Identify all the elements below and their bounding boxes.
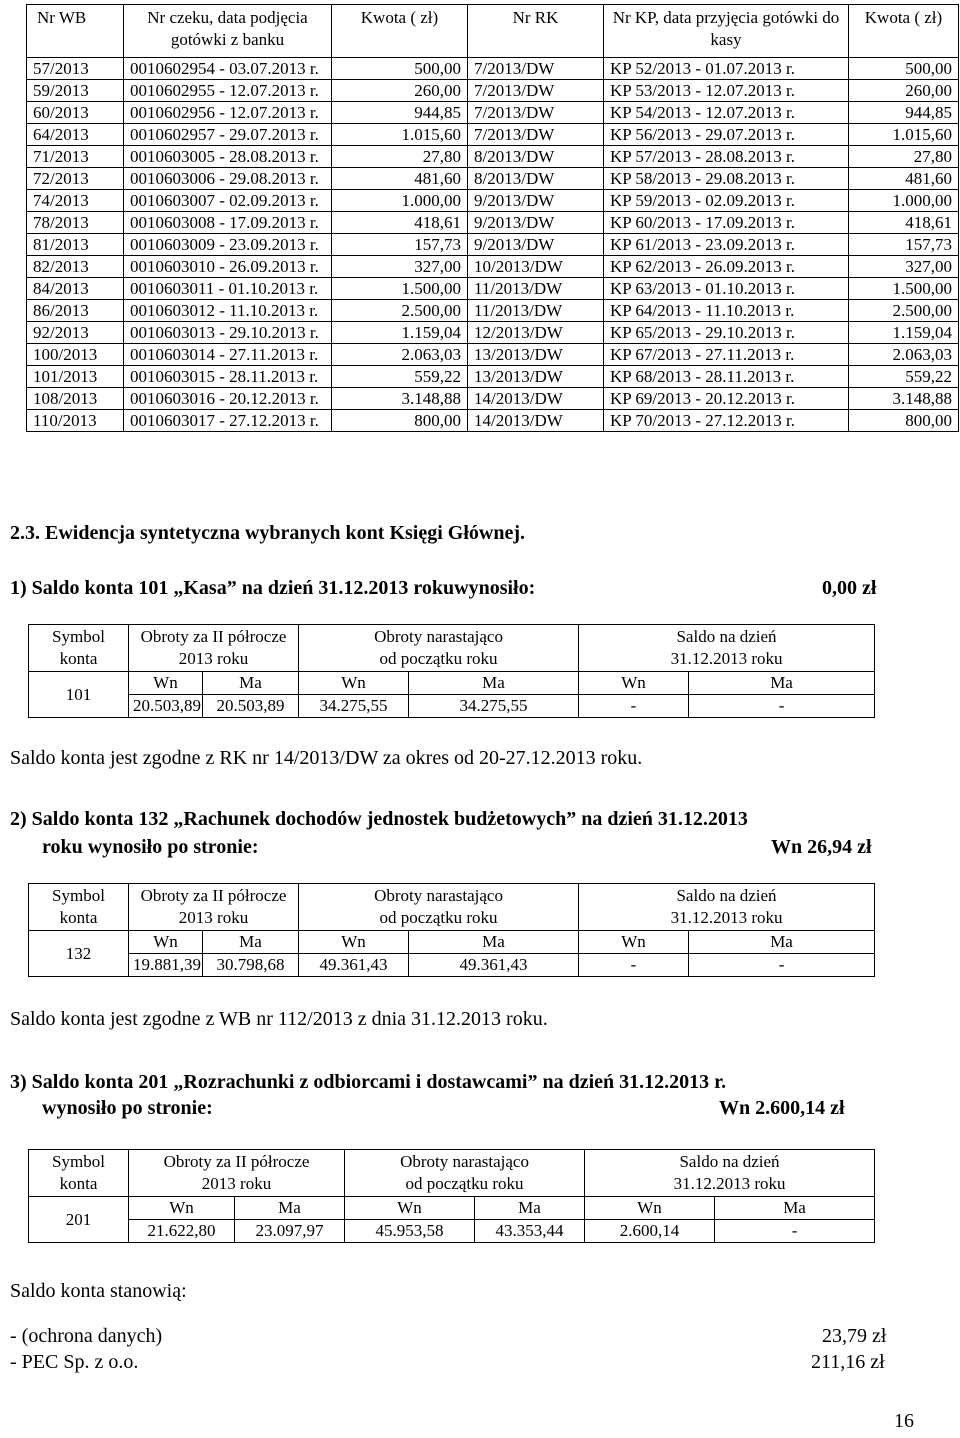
acc-narast-header: Obroty narastająco od początku roku bbox=[299, 884, 579, 931]
cell-nr-rk: 7/2013/DW bbox=[468, 102, 604, 124]
wn-label: Wn bbox=[129, 1197, 235, 1220]
acc132-note: Saldo konta jest zgodne z WB nr 112/2013 z dnia 31.12.2013 roku. bbox=[10, 1008, 548, 1030]
cell-amount-cash: 327,00 bbox=[849, 256, 959, 278]
cell-amount-bank: 1.015,60 bbox=[332, 124, 468, 146]
table-row bbox=[27, 322, 959, 344]
cell-amount-bank: 800,00 bbox=[332, 410, 468, 432]
acc-obroty-header: Obroty za II półrocze 2013 roku bbox=[129, 1150, 345, 1197]
page-number: 16 bbox=[894, 1410, 914, 1432]
cell-amount-bank: 27,80 bbox=[332, 146, 468, 168]
acc-narast-header: Obroty narastająco od początku roku bbox=[345, 1150, 585, 1197]
cell-kp: KP 59/2013 - 02.09.2013 r. bbox=[604, 190, 849, 212]
wn-label: Wn bbox=[299, 672, 409, 695]
value-cell: 23.097,97 bbox=[235, 1220, 345, 1243]
cell-amount-bank: 500,00 bbox=[332, 58, 468, 80]
section-heading: 2.3. Ewidencja syntetyczna wybranych kont Księgi Głównej. bbox=[10, 522, 525, 544]
cell-amount-cash: 944,85 bbox=[849, 102, 959, 124]
acc132-heading-1: 2) Saldo konta 132 „Rachunek dochodów jednostek budżetowych” na dzień 31.12.2013 bbox=[10, 808, 748, 830]
value-cell: 20.503,89 bbox=[129, 695, 203, 718]
acc-header-row bbox=[29, 625, 875, 672]
ma-label: Ma bbox=[715, 1197, 875, 1220]
cell-amount-bank: 1.000,00 bbox=[332, 190, 468, 212]
wn-label: Wn bbox=[129, 672, 203, 695]
acc-symbol: 132 bbox=[29, 931, 129, 977]
cell-kp: KP 62/2013 - 26.09.2013 r. bbox=[604, 256, 849, 278]
cell-amount-cash: 157,73 bbox=[849, 234, 959, 256]
acc-symbol: 101 bbox=[29, 672, 129, 718]
cell-nr-rk: 9/2013/DW bbox=[468, 234, 604, 256]
acc101-note: Saldo konta jest zgodne z RK nr 14/2013/DW za okres od 20-27.12.2013 roku. bbox=[10, 747, 643, 769]
balance-item-amount: 23,79 zł bbox=[822, 1325, 887, 1347]
cell-nr-rk: 12/2013/DW bbox=[468, 322, 604, 344]
cell-nr-wb: 92/2013 bbox=[27, 322, 124, 344]
ma-label: Ma bbox=[235, 1197, 345, 1220]
cell-kp: KP 56/2013 - 29.07.2013 r. bbox=[604, 124, 849, 146]
cell-amount-bank: 1.159,04 bbox=[332, 322, 468, 344]
cell-nr-rk: 9/2013/DW bbox=[468, 190, 604, 212]
acc-symbol-header: Symbol konta bbox=[29, 1150, 129, 1197]
cell-amount-bank: 260,00 bbox=[332, 80, 468, 102]
cell-nr-wb: 101/2013 bbox=[27, 366, 124, 388]
acc-subheader-row bbox=[29, 931, 875, 954]
cell-cheque: 0010603006 - 29.08.2013 r. bbox=[124, 168, 332, 190]
acc-obroty-header: Obroty za II półrocze 2013 roku bbox=[129, 884, 299, 931]
cell-amount-cash: 1.159,04 bbox=[849, 322, 959, 344]
value-cell: - bbox=[715, 1220, 875, 1243]
cell-nr-rk: 9/2013/DW bbox=[468, 212, 604, 234]
wn-label: Wn bbox=[299, 931, 409, 954]
cell-nr-wb: 59/2013 bbox=[27, 80, 124, 102]
cell-amount-cash: 481,60 bbox=[849, 168, 959, 190]
cell-nr-rk: 14/2013/DW bbox=[468, 388, 604, 410]
cell-amount-bank: 2.500,00 bbox=[332, 300, 468, 322]
cell-amount-bank: 157,73 bbox=[332, 234, 468, 256]
cell-amount-cash: 2.500,00 bbox=[849, 300, 959, 322]
wn-label: Wn bbox=[129, 931, 203, 954]
value-cell: 21.622,80 bbox=[129, 1220, 235, 1243]
wn-label: Wn bbox=[585, 1197, 715, 1220]
cell-nr-rk: 13/2013/DW bbox=[468, 344, 604, 366]
cell-nr-rk: 10/2013/DW bbox=[468, 256, 604, 278]
cell-cheque: 0010602956 - 12.07.2013 r. bbox=[124, 102, 332, 124]
cell-cheque: 0010603005 - 28.08.2013 r. bbox=[124, 146, 332, 168]
acc201-note: Saldo konta stanowią: bbox=[10, 1280, 187, 1302]
cell-cheque: 0010603013 - 29.10.2013 r. bbox=[124, 322, 332, 344]
cell-cheque: 0010602957 - 29.07.2013 r. bbox=[124, 124, 332, 146]
table-row bbox=[27, 102, 959, 124]
cell-nr-wb: 86/2013 bbox=[27, 300, 124, 322]
acc-symbol: 201 bbox=[29, 1197, 129, 1243]
value-cell: - bbox=[579, 695, 689, 718]
acc-header-row bbox=[29, 1150, 875, 1197]
cell-cheque: 0010603012 - 11.10.2013 r. bbox=[124, 300, 332, 322]
cell-amount-cash: 1.500,00 bbox=[849, 278, 959, 300]
acc132-heading-2: roku wynosiło po stronie: bbox=[42, 836, 259, 858]
cell-nr-wb: 60/2013 bbox=[27, 102, 124, 124]
cell-nr-rk: 8/2013/DW bbox=[468, 168, 604, 190]
cell-nr-rk: 7/2013/DW bbox=[468, 58, 604, 80]
cell-nr-rk: 14/2013/DW bbox=[468, 410, 604, 432]
header-amount-bank: Kwota ( zł) bbox=[332, 5, 468, 58]
cell-nr-wb: 100/2013 bbox=[27, 344, 124, 366]
ma-label: Ma bbox=[689, 672, 875, 695]
cell-amount-cash: 559,22 bbox=[849, 366, 959, 388]
cell-cheque: 0010603016 - 20.12.2013 r. bbox=[124, 388, 332, 410]
acc101-amount: 0,00 zł bbox=[822, 577, 877, 599]
cell-nr-wb: 78/2013 bbox=[27, 212, 124, 234]
acc-obroty-header: Obroty za II półrocze 2013 roku bbox=[129, 625, 299, 672]
acc201-table bbox=[28, 1149, 875, 1243]
cell-amount-cash: 1.015,60 bbox=[849, 124, 959, 146]
cell-kp: KP 53/2013 - 12.07.2013 r. bbox=[604, 80, 849, 102]
cell-nr-wb: 110/2013 bbox=[27, 410, 124, 432]
cell-nr-rk: 8/2013/DW bbox=[468, 146, 604, 168]
cell-nr-rk: 7/2013/DW bbox=[468, 80, 604, 102]
acc-subheader-row bbox=[29, 1197, 875, 1220]
ma-label: Ma bbox=[475, 1197, 585, 1220]
cell-nr-wb: 57/2013 bbox=[27, 58, 124, 80]
value-cell: 49.361,43 bbox=[409, 954, 579, 977]
balance-item-amount: 211,16 zł bbox=[811, 1351, 885, 1373]
cell-nr-wb: 84/2013 bbox=[27, 278, 124, 300]
cell-cheque: 0010602955 - 12.07.2013 r. bbox=[124, 80, 332, 102]
table-row bbox=[27, 58, 959, 80]
cell-amount-bank: 944,85 bbox=[332, 102, 468, 124]
cell-nr-rk: 11/2013/DW bbox=[468, 300, 604, 322]
cell-kp: KP 52/2013 - 01.07.2013 r. bbox=[604, 58, 849, 80]
table-row bbox=[27, 124, 959, 146]
table-row bbox=[27, 278, 959, 300]
table-row bbox=[27, 366, 959, 388]
acc-narast-header: Obroty narastająco od początku roku bbox=[299, 625, 579, 672]
value-cell: 34.275,55 bbox=[409, 695, 579, 718]
ma-label: Ma bbox=[409, 672, 579, 695]
cell-nr-wb: 74/2013 bbox=[27, 190, 124, 212]
cell-cheque: 0010603017 - 27.12.2013 r. bbox=[124, 410, 332, 432]
cell-nr-rk: 7/2013/DW bbox=[468, 124, 604, 146]
header-nr-rk: Nr RK bbox=[468, 5, 604, 58]
cell-nr-wb: 108/2013 bbox=[27, 388, 124, 410]
acc-symbol-header: Symbol konta bbox=[29, 884, 129, 931]
cell-kp: KP 63/2013 - 01.10.2013 r. bbox=[604, 278, 849, 300]
header-kp: Nr KP, data przyjęcia gotówki do kasy bbox=[604, 5, 849, 58]
cell-amount-bank: 481,60 bbox=[332, 168, 468, 190]
acc101-table bbox=[28, 624, 875, 718]
cell-cheque: 0010603008 - 17.09.2013 r. bbox=[124, 212, 332, 234]
cell-kp: KP 65/2013 - 29.10.2013 r. bbox=[604, 322, 849, 344]
cell-amount-bank: 559,22 bbox=[332, 366, 468, 388]
acc-values-row bbox=[29, 695, 875, 718]
cell-cheque: 0010603015 - 28.11.2013 r. bbox=[124, 366, 332, 388]
cell-nr-wb: 71/2013 bbox=[27, 146, 124, 168]
acc-subheader-row bbox=[29, 672, 875, 695]
acc201-heading-2: wynosiło po stronie: bbox=[42, 1097, 213, 1119]
table-header-row bbox=[27, 5, 959, 58]
balance-item-label: - PEC Sp. z o.o. bbox=[10, 1351, 139, 1373]
ma-label: Ma bbox=[203, 672, 299, 695]
cell-amount-cash: 800,00 bbox=[849, 410, 959, 432]
value-cell: 30.798,68 bbox=[203, 954, 299, 977]
table-row bbox=[27, 80, 959, 102]
ma-label: Ma bbox=[409, 931, 579, 954]
acc201-amount: Wn 2.600,14 zł bbox=[719, 1097, 845, 1119]
value-cell: 20.503,89 bbox=[203, 695, 299, 718]
cell-nr-wb: 82/2013 bbox=[27, 256, 124, 278]
table-body bbox=[27, 58, 959, 432]
cell-kp: KP 60/2013 - 17.09.2013 r. bbox=[604, 212, 849, 234]
cell-kp: KP 57/2013 - 28.08.2013 r. bbox=[604, 146, 849, 168]
cell-amount-bank: 1.500,00 bbox=[332, 278, 468, 300]
acc-values-row bbox=[29, 1220, 875, 1243]
cell-kp: KP 68/2013 - 28.11.2013 r. bbox=[604, 366, 849, 388]
cell-nr-rk: 13/2013/DW bbox=[468, 366, 604, 388]
cell-nr-wb: 64/2013 bbox=[27, 124, 124, 146]
acc-saldo-header: Saldo na dzień 31.12.2013 roku bbox=[579, 625, 875, 672]
table-row bbox=[27, 256, 959, 278]
cell-cheque: 0010603007 - 02.09.2013 r. bbox=[124, 190, 332, 212]
cell-kp: KP 54/2013 - 12.07.2013 r. bbox=[604, 102, 849, 124]
value-cell: 34.275,55 bbox=[299, 695, 409, 718]
table-row bbox=[27, 190, 959, 212]
balance-item-label: - (ochrona danych) bbox=[10, 1325, 163, 1347]
value-cell: 43.353,44 bbox=[475, 1220, 585, 1243]
acc-saldo-header: Saldo na dzień 31.12.2013 roku bbox=[579, 884, 875, 931]
cell-amount-bank: 327,00 bbox=[332, 256, 468, 278]
cell-amount-cash: 500,00 bbox=[849, 58, 959, 80]
wn-label: Wn bbox=[579, 672, 689, 695]
table-row bbox=[27, 344, 959, 366]
value-cell: - bbox=[689, 695, 875, 718]
cell-cheque: 0010603014 - 27.11.2013 r. bbox=[124, 344, 332, 366]
table-row bbox=[27, 146, 959, 168]
acc-values-row bbox=[29, 954, 875, 977]
value-cell: 49.361,43 bbox=[299, 954, 409, 977]
table-row bbox=[27, 300, 959, 322]
cell-nr-wb: 81/2013 bbox=[27, 234, 124, 256]
acc201-heading-1: 3) Saldo konta 201 „Rozrachunki z odbiorcami i dostawcami” na dzień 31.12.2013 r. bbox=[10, 1071, 727, 1093]
header-nr-wb: Nr WB bbox=[27, 5, 124, 58]
table-row bbox=[27, 388, 959, 410]
wn-label: Wn bbox=[579, 931, 689, 954]
cell-amount-bank: 418,61 bbox=[332, 212, 468, 234]
cell-amount-cash: 1.000,00 bbox=[849, 190, 959, 212]
value-cell: 2.600,14 bbox=[585, 1220, 715, 1243]
cell-amount-bank: 2.063,03 bbox=[332, 344, 468, 366]
header-cheque: Nr czeku, data podjęcia gotówki z banku bbox=[124, 5, 332, 58]
cell-cheque: 0010602954 - 03.07.2013 r. bbox=[124, 58, 332, 80]
cell-amount-cash: 3.148,88 bbox=[849, 388, 959, 410]
cell-nr-wb: 72/2013 bbox=[27, 168, 124, 190]
table-row bbox=[27, 168, 959, 190]
value-cell: 45.953,58 bbox=[345, 1220, 475, 1243]
ma-label: Ma bbox=[689, 931, 875, 954]
cell-cheque: 0010603009 - 23.09.2013 r. bbox=[124, 234, 332, 256]
cell-amount-cash: 2.063,03 bbox=[849, 344, 959, 366]
value-cell: - bbox=[689, 954, 875, 977]
cell-kp: KP 64/2013 - 11.10.2013 r. bbox=[604, 300, 849, 322]
cell-cheque: 0010603011 - 01.10.2013 r. bbox=[124, 278, 332, 300]
cell-amount-cash: 27,80 bbox=[849, 146, 959, 168]
cell-amount-cash: 260,00 bbox=[849, 80, 959, 102]
cell-amount-cash: 418,61 bbox=[849, 212, 959, 234]
acc-header-row bbox=[29, 884, 875, 931]
acc132-amount: Wn 26,94 zł bbox=[771, 836, 872, 858]
cell-cheque: 0010603010 - 26.09.2013 r. bbox=[124, 256, 332, 278]
cell-amount-bank: 3.148,88 bbox=[332, 388, 468, 410]
wn-label: Wn bbox=[345, 1197, 475, 1220]
table-row bbox=[27, 234, 959, 256]
acc101-heading: 1) Saldo konta 101 „Kasa” na dzień 31.12.2013 rokuwynosiło: bbox=[10, 577, 536, 599]
cell-nr-rk: 11/2013/DW bbox=[468, 278, 604, 300]
acc-saldo-header: Saldo na dzień 31.12.2013 roku bbox=[585, 1150, 875, 1197]
ma-label: Ma bbox=[203, 931, 299, 954]
cell-kp: KP 69/2013 - 20.12.2013 r. bbox=[604, 388, 849, 410]
value-cell: 19.881,39 bbox=[129, 954, 203, 977]
header-amount-cash: Kwota ( zł) bbox=[849, 5, 959, 58]
table-row bbox=[27, 410, 959, 432]
cash-withdrawal-table bbox=[26, 4, 959, 432]
cell-kp: KP 58/2013 - 29.08.2013 r. bbox=[604, 168, 849, 190]
cell-kp: KP 67/2013 - 27.11.2013 r. bbox=[604, 344, 849, 366]
acc-symbol-header: Symbol konta bbox=[29, 625, 129, 672]
table-row bbox=[27, 212, 959, 234]
acc132-table bbox=[28, 883, 875, 977]
value-cell: - bbox=[579, 954, 689, 977]
cell-kp: KP 61/2013 - 23.09.2013 r. bbox=[604, 234, 849, 256]
cell-kp: KP 70/2013 - 27.12.2013 r. bbox=[604, 410, 849, 432]
